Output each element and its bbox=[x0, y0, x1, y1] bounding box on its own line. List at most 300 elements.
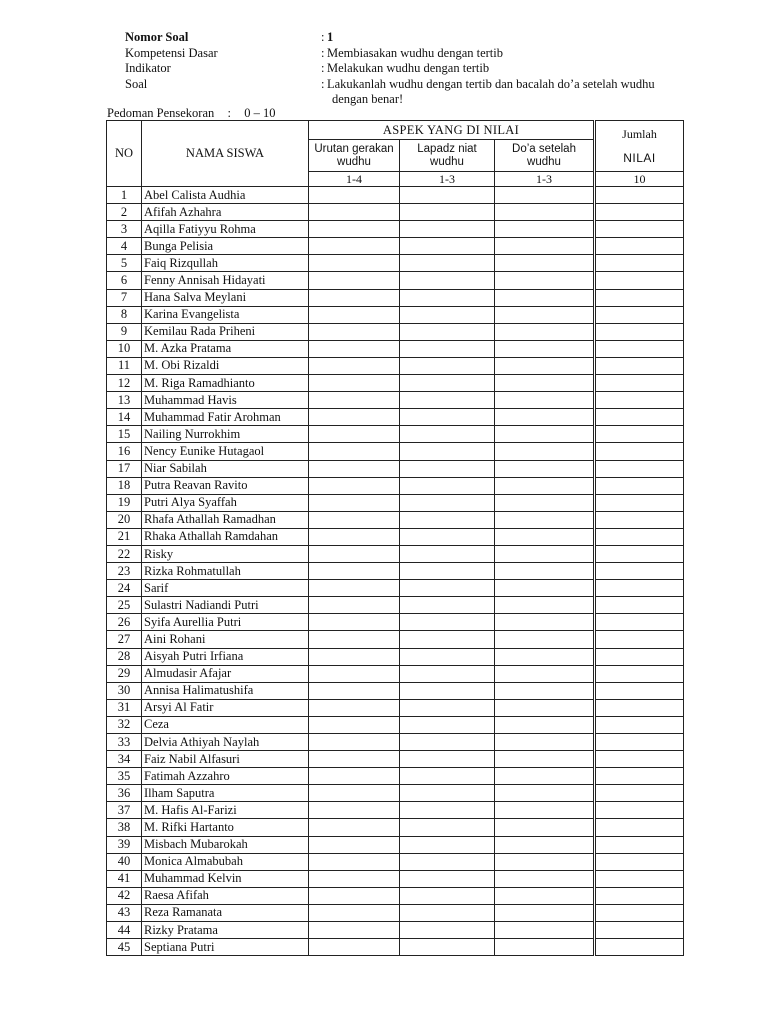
score-lapadz-niat[interactable] bbox=[400, 768, 495, 785]
score-lapadz-niat[interactable] bbox=[400, 375, 495, 392]
row-number: 14 bbox=[107, 409, 142, 426]
score-doa-setelah[interactable] bbox=[495, 375, 595, 392]
score-doa-setelah[interactable] bbox=[495, 563, 595, 580]
score-lapadz-niat[interactable] bbox=[400, 563, 495, 580]
table-row bbox=[107, 477, 684, 494]
row-number: 6 bbox=[107, 272, 142, 289]
table-row bbox=[107, 323, 684, 340]
score-doa-setelah[interactable] bbox=[495, 631, 595, 648]
table-row bbox=[107, 768, 684, 785]
row-number: 18 bbox=[107, 477, 142, 494]
score-urutan-gerakan[interactable] bbox=[309, 289, 400, 306]
score-urutan-gerakan[interactable] bbox=[309, 255, 400, 272]
score-lapadz-niat[interactable] bbox=[400, 204, 495, 221]
table-row bbox=[107, 221, 684, 238]
row-number: 4 bbox=[107, 238, 142, 255]
table-row bbox=[107, 511, 684, 528]
student-name: Putra Reavan Ravito bbox=[142, 477, 309, 494]
score-doa-setelah[interactable] bbox=[495, 528, 595, 545]
score-doa-setelah[interactable] bbox=[495, 716, 595, 733]
score-lapadz-niat[interactable] bbox=[400, 340, 495, 357]
score-jumlah-nilai[interactable] bbox=[595, 392, 684, 409]
score-lapadz-niat[interactable] bbox=[400, 802, 495, 819]
score-lapadz-niat[interactable] bbox=[400, 272, 495, 289]
score-urutan-gerakan[interactable] bbox=[309, 597, 400, 614]
score-jumlah-nilai[interactable] bbox=[595, 528, 684, 545]
student-name: Arsyi Al Fatir bbox=[142, 699, 309, 716]
score-doa-setelah[interactable] bbox=[495, 494, 595, 511]
score-doa-setelah[interactable] bbox=[495, 802, 595, 819]
table-row bbox=[107, 614, 684, 631]
score-urutan-gerakan[interactable] bbox=[309, 785, 400, 802]
score-lapadz-niat[interactable] bbox=[400, 477, 495, 494]
score-jumlah-nilai[interactable] bbox=[595, 665, 684, 682]
score-lapadz-niat[interactable] bbox=[400, 597, 495, 614]
score-lapadz-niat[interactable] bbox=[400, 392, 495, 409]
score-jumlah-nilai[interactable] bbox=[595, 494, 684, 511]
table-row bbox=[107, 939, 684, 956]
score-doa-setelah[interactable] bbox=[495, 648, 595, 665]
score-jumlah-nilai[interactable] bbox=[595, 802, 684, 819]
score-lapadz-niat[interactable] bbox=[400, 255, 495, 272]
student-name: M. Rifki Hartanto bbox=[142, 819, 309, 836]
table-row bbox=[107, 563, 684, 580]
student-name: Aini Rohani bbox=[142, 631, 309, 648]
student-name: Nency Eunike Hutagaol bbox=[142, 443, 309, 460]
score-urutan-gerakan[interactable] bbox=[309, 221, 400, 238]
score-lapadz-niat[interactable] bbox=[400, 494, 495, 511]
score-lapadz-niat[interactable] bbox=[400, 306, 495, 323]
score-jumlah-nilai[interactable] bbox=[595, 785, 684, 802]
student-name: Misbach Mubarokah bbox=[142, 836, 309, 853]
score-urutan-gerakan[interactable] bbox=[309, 563, 400, 580]
score-urutan-gerakan[interactable] bbox=[309, 443, 400, 460]
student-name: Faiz Nabil Alfasuri bbox=[142, 751, 309, 768]
table-row bbox=[107, 819, 684, 836]
row-number: 17 bbox=[107, 460, 142, 477]
soal-row bbox=[125, 77, 705, 108]
row-number: 36 bbox=[107, 785, 142, 802]
student-name: M. Azka Pratama bbox=[142, 340, 309, 357]
score-doa-setelah[interactable] bbox=[495, 392, 595, 409]
student-name: Risky bbox=[142, 545, 309, 562]
score-doa-setelah[interactable] bbox=[495, 682, 595, 699]
score-jumlah-nilai[interactable] bbox=[595, 409, 684, 426]
row-number: 10 bbox=[107, 340, 142, 357]
score-urutan-gerakan[interactable] bbox=[309, 751, 400, 768]
score-lapadz-niat[interactable] bbox=[400, 819, 495, 836]
score-jumlah-nilai[interactable] bbox=[595, 580, 684, 597]
table-row bbox=[107, 528, 684, 545]
score-lapadz-niat[interactable] bbox=[400, 699, 495, 716]
score-jumlah-nilai[interactable] bbox=[595, 887, 684, 904]
table-row bbox=[107, 255, 684, 272]
score-jumlah-nilai[interactable] bbox=[595, 716, 684, 733]
row-number: 29 bbox=[107, 665, 142, 682]
row-number: 16 bbox=[107, 443, 142, 460]
score-jumlah-nilai[interactable] bbox=[595, 870, 684, 887]
row-number: 1 bbox=[107, 187, 142, 204]
column-header-nama-siswa: NAMA SISWA bbox=[142, 121, 309, 187]
score-doa-setelah[interactable] bbox=[495, 511, 595, 528]
score-urutan-gerakan[interactable] bbox=[309, 204, 400, 221]
score-urutan-gerakan[interactable] bbox=[309, 238, 400, 255]
score-urutan-gerakan[interactable] bbox=[309, 819, 400, 836]
score-doa-setelah[interactable] bbox=[495, 357, 595, 374]
score-doa-setelah[interactable] bbox=[495, 853, 595, 870]
row-number: 19 bbox=[107, 494, 142, 511]
score-lapadz-niat[interactable] bbox=[400, 853, 495, 870]
score-doa-setelah[interactable] bbox=[495, 699, 595, 716]
score-jumlah-nilai[interactable] bbox=[595, 460, 684, 477]
score-doa-setelah[interactable] bbox=[495, 597, 595, 614]
aspek-2-label-line1: Lapadz niat bbox=[417, 142, 477, 155]
row-number: 33 bbox=[107, 734, 142, 751]
score-doa-setelah[interactable] bbox=[495, 819, 595, 836]
score-lapadz-niat[interactable] bbox=[400, 511, 495, 528]
student-name: Faiq Rizqullah bbox=[142, 255, 309, 272]
score-doa-setelah[interactable] bbox=[495, 306, 595, 323]
score-lapadz-niat[interactable] bbox=[400, 648, 495, 665]
score-doa-setelah[interactable] bbox=[495, 665, 595, 682]
score-urutan-gerakan[interactable] bbox=[309, 494, 400, 511]
score-jumlah-nilai[interactable] bbox=[595, 904, 684, 921]
score-lapadz-niat[interactable] bbox=[400, 528, 495, 545]
score-jumlah-nilai[interactable] bbox=[595, 614, 684, 631]
table-row bbox=[107, 289, 684, 306]
score-urutan-gerakan[interactable] bbox=[309, 853, 400, 870]
table-row bbox=[107, 392, 684, 409]
score-doa-setelah[interactable] bbox=[495, 289, 595, 306]
soal-text-line1: Lakukanlah wudhu dengan tertib dan bacalah do’a setelah wudhu bbox=[327, 76, 655, 91]
student-name: Aqilla Fatiyyu Rohma bbox=[142, 221, 309, 238]
score-urutan-gerakan[interactable] bbox=[309, 614, 400, 631]
student-name: Bunga Pelisia bbox=[142, 238, 309, 255]
score-jumlah-nilai[interactable] bbox=[595, 734, 684, 751]
row-number: 45 bbox=[107, 939, 142, 956]
row-number: 13 bbox=[107, 392, 142, 409]
score-urutan-gerakan[interactable] bbox=[309, 528, 400, 545]
score-urutan-gerakan[interactable] bbox=[309, 306, 400, 323]
score-jumlah-nilai[interactable] bbox=[595, 563, 684, 580]
column-header-aspek: ASPEK YANG DI NILAI bbox=[309, 121, 595, 140]
score-doa-setelah[interactable] bbox=[495, 426, 595, 443]
row-number: 25 bbox=[107, 597, 142, 614]
score-lapadz-niat[interactable] bbox=[400, 289, 495, 306]
aspek-1-range: 1-4 bbox=[309, 172, 400, 187]
table-row bbox=[107, 272, 684, 289]
score-urutan-gerakan[interactable] bbox=[309, 511, 400, 528]
aspek-3-label-line1: Do’a setelah bbox=[512, 142, 576, 155]
score-urutan-gerakan[interactable] bbox=[309, 357, 400, 374]
score-urutan-gerakan[interactable] bbox=[309, 665, 400, 682]
score-jumlah-nilai[interactable] bbox=[595, 323, 684, 340]
table-row bbox=[107, 597, 684, 614]
score-lapadz-niat[interactable] bbox=[400, 323, 495, 340]
score-urutan-gerakan[interactable] bbox=[309, 426, 400, 443]
score-lapadz-niat[interactable] bbox=[400, 716, 495, 733]
score-urutan-gerakan[interactable] bbox=[309, 648, 400, 665]
score-urutan-gerakan[interactable] bbox=[309, 716, 400, 733]
score-lapadz-niat[interactable] bbox=[400, 460, 495, 477]
score-doa-setelah[interactable] bbox=[495, 751, 595, 768]
score-jumlah-nilai[interactable] bbox=[595, 751, 684, 768]
score-lapadz-niat[interactable] bbox=[400, 614, 495, 631]
score-urutan-gerakan[interactable] bbox=[309, 734, 400, 751]
table-row bbox=[107, 665, 684, 682]
score-lapadz-niat[interactable] bbox=[400, 665, 495, 682]
score-doa-setelah[interactable] bbox=[495, 580, 595, 597]
score-jumlah-nilai[interactable] bbox=[595, 187, 684, 204]
student-name: Muhammad Havis bbox=[142, 392, 309, 409]
row-number: 24 bbox=[107, 580, 142, 597]
column-header-urutan-gerakan bbox=[309, 140, 400, 172]
scoring-range: 0 – 10 bbox=[244, 106, 276, 120]
score-doa-setelah[interactable] bbox=[495, 272, 595, 289]
score-jumlah-nilai[interactable] bbox=[595, 819, 684, 836]
score-jumlah-nilai[interactable] bbox=[595, 511, 684, 528]
score-lapadz-niat[interactable] bbox=[400, 409, 495, 426]
score-jumlah-nilai[interactable] bbox=[595, 648, 684, 665]
row-number: 23 bbox=[107, 563, 142, 580]
score-urutan-gerakan[interactable] bbox=[309, 272, 400, 289]
score-jumlah-nilai[interactable] bbox=[595, 340, 684, 357]
column-header-doa-setelah bbox=[495, 140, 595, 172]
score-lapadz-niat[interactable] bbox=[400, 357, 495, 374]
total-range: 10 bbox=[595, 172, 684, 187]
colon: : bbox=[321, 76, 325, 91]
score-doa-setelah[interactable] bbox=[495, 221, 595, 238]
colon: : bbox=[227, 106, 232, 120]
score-urutan-gerakan[interactable] bbox=[309, 922, 400, 939]
score-doa-setelah[interactable] bbox=[495, 255, 595, 272]
score-lapadz-niat[interactable] bbox=[400, 187, 495, 204]
score-urutan-gerakan[interactable] bbox=[309, 699, 400, 716]
score-urutan-gerakan[interactable] bbox=[309, 323, 400, 340]
score-lapadz-niat[interactable] bbox=[400, 939, 495, 956]
score-urutan-gerakan[interactable] bbox=[309, 870, 400, 887]
score-urutan-gerakan[interactable] bbox=[309, 409, 400, 426]
column-header-jumlah-nilai bbox=[595, 121, 684, 172]
student-name: Annisa Halimatushifa bbox=[142, 682, 309, 699]
table-row bbox=[107, 340, 684, 357]
score-jumlah-nilai[interactable] bbox=[595, 922, 684, 939]
table-row bbox=[107, 802, 684, 819]
score-doa-setelah[interactable] bbox=[495, 340, 595, 357]
score-doa-setelah[interactable] bbox=[495, 460, 595, 477]
student-name: Sulastri Nadiandi Putri bbox=[142, 597, 309, 614]
score-urutan-gerakan[interactable] bbox=[309, 887, 400, 904]
score-lapadz-niat[interactable] bbox=[400, 443, 495, 460]
row-number: 20 bbox=[107, 511, 142, 528]
score-jumlah-nilai[interactable] bbox=[595, 853, 684, 870]
scoring-guide bbox=[107, 106, 276, 121]
column-header-no: NO bbox=[107, 121, 142, 187]
score-jumlah-nilai[interactable] bbox=[595, 375, 684, 392]
score-lapadz-niat[interactable] bbox=[400, 751, 495, 768]
row-number: 41 bbox=[107, 870, 142, 887]
table-header bbox=[107, 121, 684, 187]
table-row bbox=[107, 734, 684, 751]
score-lapadz-niat[interactable] bbox=[400, 580, 495, 597]
score-doa-setelah[interactable] bbox=[495, 887, 595, 904]
table-row bbox=[107, 785, 684, 802]
score-lapadz-niat[interactable] bbox=[400, 836, 495, 853]
score-urutan-gerakan[interactable] bbox=[309, 939, 400, 956]
aspek-2-label-line2: wudhu bbox=[430, 155, 464, 168]
score-jumlah-nilai[interactable] bbox=[595, 289, 684, 306]
table-row bbox=[107, 204, 684, 221]
score-urutan-gerakan[interactable] bbox=[309, 904, 400, 921]
table-row bbox=[107, 426, 684, 443]
row-number: 40 bbox=[107, 853, 142, 870]
score-jumlah-nilai[interactable] bbox=[595, 939, 684, 956]
row-number: 2 bbox=[107, 204, 142, 221]
row-number: 9 bbox=[107, 323, 142, 340]
score-doa-setelah[interactable] bbox=[495, 904, 595, 921]
score-lapadz-niat[interactable] bbox=[400, 426, 495, 443]
table-row bbox=[107, 238, 684, 255]
score-doa-setelah[interactable] bbox=[495, 204, 595, 221]
row-number: 11 bbox=[107, 357, 142, 374]
score-jumlah-nilai[interactable] bbox=[595, 426, 684, 443]
student-name: Karina Evangelista bbox=[142, 306, 309, 323]
student-name: Sarif bbox=[142, 580, 309, 597]
table-row bbox=[107, 699, 684, 716]
student-name: Fenny Annisah Hidayati bbox=[142, 272, 309, 289]
score-lapadz-niat[interactable] bbox=[400, 238, 495, 255]
kompetensi-dasar-label: Kompetensi Dasar bbox=[125, 45, 218, 60]
score-urutan-gerakan[interactable] bbox=[309, 768, 400, 785]
row-number: 39 bbox=[107, 836, 142, 853]
student-name: Ilham Saputra bbox=[142, 785, 309, 802]
score-jumlah-nilai[interactable] bbox=[595, 768, 684, 785]
score-doa-setelah[interactable] bbox=[495, 238, 595, 255]
score-doa-setelah[interactable] bbox=[495, 477, 595, 494]
row-number: 28 bbox=[107, 648, 142, 665]
student-name: Syifa Aurellia Putri bbox=[142, 614, 309, 631]
score-urutan-gerakan[interactable] bbox=[309, 836, 400, 853]
score-jumlah-nilai[interactable] bbox=[595, 682, 684, 699]
score-lapadz-niat[interactable] bbox=[400, 887, 495, 904]
score-urutan-gerakan[interactable] bbox=[309, 187, 400, 204]
score-jumlah-nilai[interactable] bbox=[595, 306, 684, 323]
table-row bbox=[107, 904, 684, 921]
score-urutan-gerakan[interactable] bbox=[309, 631, 400, 648]
score-jumlah-nilai[interactable] bbox=[595, 597, 684, 614]
indikator-label: Indikator bbox=[125, 61, 171, 75]
table-row bbox=[107, 187, 684, 204]
score-jumlah-nilai[interactable] bbox=[595, 272, 684, 289]
assessment-table bbox=[106, 120, 684, 956]
student-name: Rhafa Athallah Ramadhan bbox=[142, 511, 309, 528]
row-number: 34 bbox=[107, 751, 142, 768]
row-number: 42 bbox=[107, 887, 142, 904]
score-urutan-gerakan[interactable] bbox=[309, 375, 400, 392]
score-jumlah-nilai[interactable] bbox=[595, 443, 684, 460]
score-lapadz-niat[interactable] bbox=[400, 785, 495, 802]
score-urutan-gerakan[interactable] bbox=[309, 477, 400, 494]
score-jumlah-nilai[interactable] bbox=[595, 238, 684, 255]
score-doa-setelah[interactable] bbox=[495, 409, 595, 426]
score-urutan-gerakan[interactable] bbox=[309, 545, 400, 562]
student-name: Afifah Azhahra bbox=[142, 204, 309, 221]
student-name: Aisyah Putri Irfiana bbox=[142, 648, 309, 665]
score-urutan-gerakan[interactable] bbox=[309, 802, 400, 819]
table-row bbox=[107, 922, 684, 939]
score-jumlah-nilai[interactable] bbox=[595, 204, 684, 221]
score-lapadz-niat[interactable] bbox=[400, 734, 495, 751]
score-doa-setelah[interactable] bbox=[495, 187, 595, 204]
score-doa-setelah[interactable] bbox=[495, 323, 595, 340]
column-header-lapadz-niat bbox=[400, 140, 495, 172]
score-jumlah-nilai[interactable] bbox=[595, 255, 684, 272]
score-lapadz-niat[interactable] bbox=[400, 904, 495, 921]
score-jumlah-nilai[interactable] bbox=[595, 545, 684, 562]
student-name: Septiana Putri bbox=[142, 939, 309, 956]
colon: : bbox=[321, 61, 325, 75]
score-doa-setelah[interactable] bbox=[495, 768, 595, 785]
score-lapadz-niat[interactable] bbox=[400, 221, 495, 238]
score-lapadz-niat[interactable] bbox=[400, 870, 495, 887]
student-name: Rizky Pratama bbox=[142, 922, 309, 939]
row-number: 31 bbox=[107, 699, 142, 716]
aspek-3-label-line2: wudhu bbox=[527, 155, 561, 168]
score-doa-setelah[interactable] bbox=[495, 785, 595, 802]
score-jumlah-nilai[interactable] bbox=[595, 836, 684, 853]
score-doa-setelah[interactable] bbox=[495, 614, 595, 631]
score-lapadz-niat[interactable] bbox=[400, 922, 495, 939]
soal-value bbox=[327, 77, 705, 108]
score-urutan-gerakan[interactable] bbox=[309, 682, 400, 699]
score-doa-setelah[interactable] bbox=[495, 836, 595, 853]
nilai-label: NILAI bbox=[623, 150, 656, 165]
score-doa-setelah[interactable] bbox=[495, 870, 595, 887]
colon: : bbox=[321, 45, 325, 60]
score-lapadz-niat[interactable] bbox=[400, 631, 495, 648]
table-row bbox=[107, 375, 684, 392]
score-lapadz-niat[interactable] bbox=[400, 682, 495, 699]
score-jumlah-nilai[interactable] bbox=[595, 699, 684, 716]
student-name: Almudasir Afajar bbox=[142, 665, 309, 682]
score-jumlah-nilai[interactable] bbox=[595, 631, 684, 648]
score-doa-setelah[interactable] bbox=[495, 545, 595, 562]
colon: : bbox=[321, 30, 325, 44]
score-jumlah-nilai[interactable] bbox=[595, 477, 684, 494]
score-lapadz-niat[interactable] bbox=[400, 545, 495, 562]
student-name: Nailing Nurrokhim bbox=[142, 426, 309, 443]
student-name: Abel Calista Audhia bbox=[142, 187, 309, 204]
score-doa-setelah[interactable] bbox=[495, 443, 595, 460]
nomor-soal-value: 1 bbox=[327, 30, 334, 44]
score-doa-setelah[interactable] bbox=[495, 922, 595, 939]
aspek-2-range: 1-3 bbox=[400, 172, 495, 187]
table-row bbox=[107, 580, 684, 597]
score-urutan-gerakan[interactable] bbox=[309, 340, 400, 357]
score-doa-setelah[interactable] bbox=[495, 939, 595, 956]
score-jumlah-nilai[interactable] bbox=[595, 357, 684, 374]
score-urutan-gerakan[interactable] bbox=[309, 460, 400, 477]
table-row bbox=[107, 751, 684, 768]
score-urutan-gerakan[interactable] bbox=[309, 580, 400, 597]
table-row bbox=[107, 836, 684, 853]
score-doa-setelah[interactable] bbox=[495, 734, 595, 751]
score-jumlah-nilai[interactable] bbox=[595, 221, 684, 238]
table-row bbox=[107, 460, 684, 477]
score-urutan-gerakan[interactable] bbox=[309, 392, 400, 409]
row-number: 30 bbox=[107, 682, 142, 699]
student-rows bbox=[107, 187, 684, 956]
